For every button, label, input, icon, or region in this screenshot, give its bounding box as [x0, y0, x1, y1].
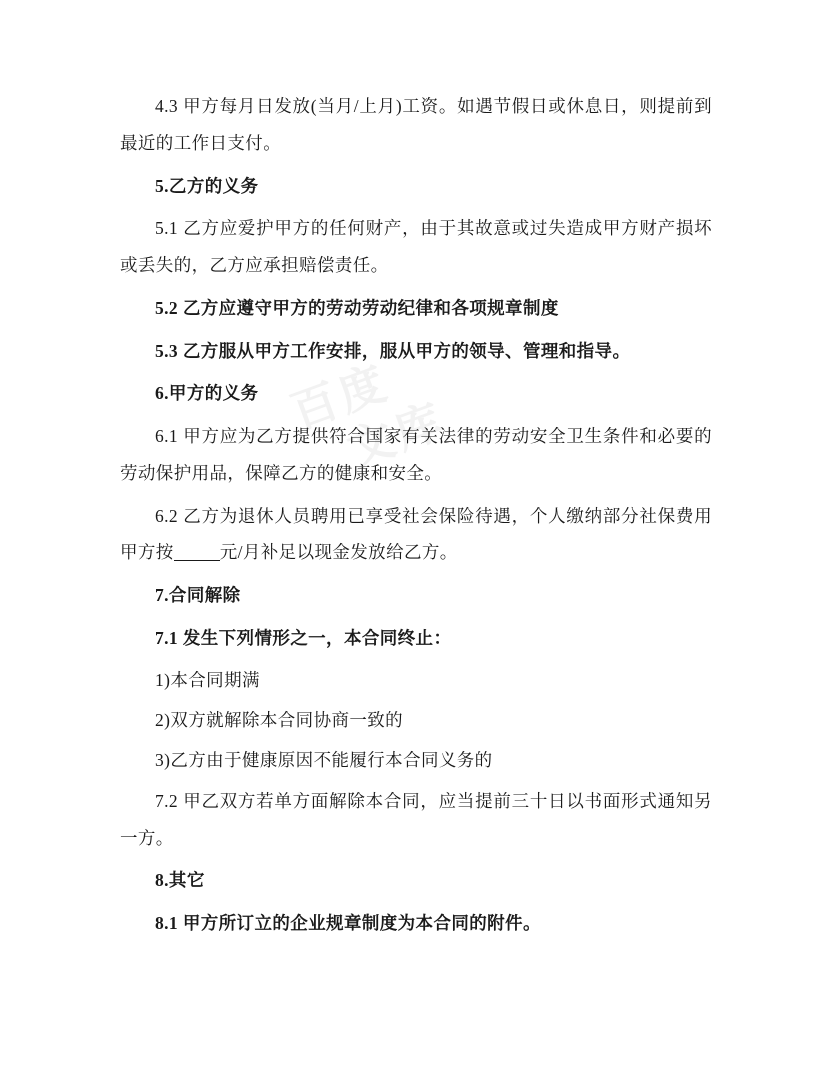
heading-8: 8.其它: [155, 870, 205, 891]
watermark-line-2: 文库: [341, 394, 453, 477]
heading-5-3: 5.3 乙方服从甲方工作安排，服从甲方的领导、管理和指导。: [155, 340, 631, 361]
paragraph-7-2: 7.2 甲乙双方若单方面解除本合同，应当提前三十日以书面形式通知另一方。: [120, 790, 712, 848]
heading-5-2: 5.2 乙方应遵守甲方的劳动劳动纪律和各项规章制度: [155, 297, 559, 318]
paragraph-6-1: 6.1 甲方应为乙方提供符合国家有关法律的劳动安全卫生条件和必要的劳动保护用品，保障乙方的健康和安全。: [120, 426, 712, 483]
document-body: [120, 88, 712, 948]
paragraph-6-2-text-after: 元/月补足以现金发放给乙方。: [219, 542, 458, 563]
paragraph-5-1: 5.1 乙方应爱护甲方的任何财产，由于其故意或过失造成甲方财产损坏或丢失的，乙方应承担赔偿责任。: [120, 218, 712, 275]
list-item-1: 1)本合同期满: [155, 669, 260, 690]
paragraph-4-3: 4.3 甲方每月日发放(当月/上月)工资。如遇节假日或休息日，则提前到最近的工作日支付。: [120, 96, 712, 153]
watermark-line-1: 百度: [284, 356, 396, 439]
list-item-3: 3)乙方由于健康原因不能履行本合同义务的: [155, 749, 493, 770]
paragraph-6-2: [120, 498, 712, 572]
heading-7-1: 7.1 发生下列情形之一，本合同终止：: [155, 627, 452, 648]
heading-7: 7.合同解除: [155, 585, 241, 605]
list-item-2: 2)双方就解除本合同协商一致的: [155, 709, 404, 730]
paragraph-6-2-text-before: 6.2 乙方为退休人员聘用已享受社会保险待遇，个人缴纳部分社保费用甲方按: [120, 505, 712, 563]
heading-5: 5.乙方的义务: [155, 175, 259, 196]
heading-8-1: 8.1 甲方所订立的企业规章制度为本合同的附件。: [155, 913, 541, 934]
heading-6: 6.甲方的义务: [155, 383, 259, 404]
fill-in-blank: [174, 560, 220, 561]
